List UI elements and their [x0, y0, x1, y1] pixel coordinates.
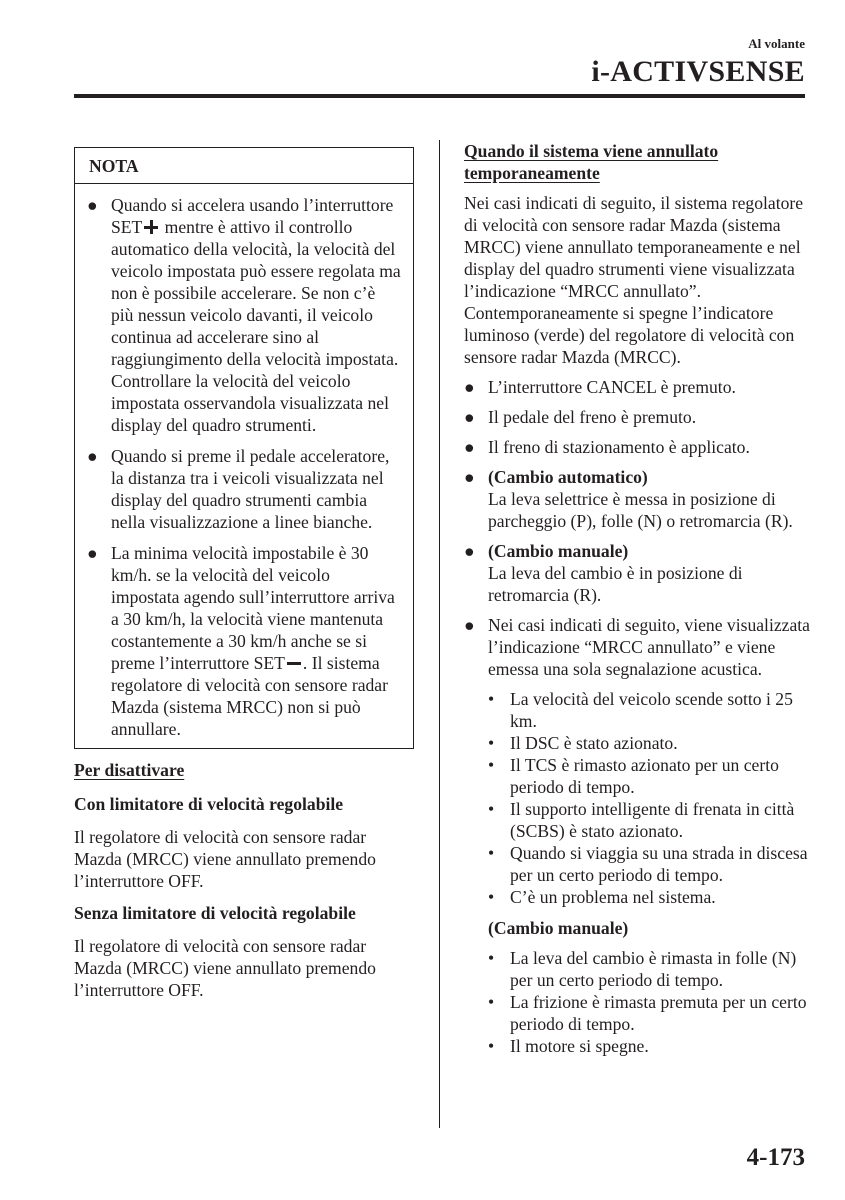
without-limiter-heading: Senza limitatore di velocità regolabile [74, 903, 356, 923]
list-item [464, 406, 810, 428]
sub-item-text: La frizione è rimasta premuta per un certo periodo di tempo. [510, 992, 807, 1034]
bullet-icon: ● [464, 377, 475, 397]
bullet-icon: • [488, 799, 495, 819]
note-item-text: Quando si accelera usando l’interruttore SET [111, 195, 394, 237]
minus-icon [287, 656, 301, 670]
temp-cancel-intro: Nei casi indicati di seguito, il sistema regolatore di velocità con sensore radar Mazda (sistema MRCC) viene annullato temporaneamente e nel display del quadro strumenti viene visualizzata l’indicazione “MRCC annullato”. Contemporaneamente si spegne l’indicatore luminoso (verde) del regolatore di velocità con sensore radar Mazda (MRCC). [464, 193, 804, 367]
header-rule [74, 94, 805, 98]
note-list [75, 184, 413, 748]
bullet-icon: • [488, 1036, 495, 1056]
sub-item-text: Il motore si spegne. [510, 1036, 649, 1056]
bullet-icon: • [488, 755, 495, 775]
note-box [74, 147, 414, 749]
with-limiter-heading: Con limitatore di velocità regolabile [74, 794, 344, 814]
bullet-icon: ● [464, 615, 475, 635]
bullet-icon: • [488, 992, 495, 1012]
list-item-automatic [464, 466, 810, 532]
list-item [464, 376, 810, 398]
sub-list-item [488, 886, 810, 908]
note-item-min-speed [87, 542, 401, 740]
bullet-icon: • [488, 843, 495, 863]
sub-item-text: Il DSC è stato azionato. [510, 733, 678, 753]
note-item-text: . Il sistema regolatore di velocità con sensore radar Mazda (sistema MRCC) non si può annullare. [111, 653, 388, 739]
left-column [74, 147, 414, 1001]
bullet-icon: ● [464, 407, 475, 427]
manual-label: (Cambio manuale) [488, 541, 629, 561]
bullet-icon: ● [464, 541, 475, 561]
temp-cancel-heading-line1: Quando il sistema viene annullato [464, 141, 719, 161]
list-item-manual [464, 540, 810, 606]
sub-item-text: Il TCS è rimasto azionato per un certo periodo di tempo. [510, 755, 779, 797]
sub-list-item [488, 754, 810, 798]
sub-list-item [488, 991, 810, 1035]
note-item-accelerator [87, 445, 401, 533]
section-label: Al volante [748, 36, 805, 51]
temp-cancel-list [464, 376, 810, 1057]
note-item-text: La minima velocità impostabile è 30 km/h. se la velocità del veicolo impostata agendo sull’interruttore arriva a 30 km/h, la velocità viene mantenuta costantemente a 30 km/h anche se si preme l’interruttore SET [111, 543, 395, 673]
sub-item-text: Quando si viaggia su una strada in discesa per un certo periodo di tempo. [510, 843, 808, 885]
page-number: 4-173 [746, 1144, 805, 1171]
list-item [464, 436, 810, 458]
right-column [464, 140, 810, 1057]
bullet-icon: • [488, 733, 495, 753]
sub-list-item [488, 947, 810, 991]
note-item-text: mentre è attivo il controllo automatico della velocità, la velocità del veicolo impostata può essere regolata ma non è possibile accelerare. Se non c’è più nessun veicolo davanti, il veicolo continua ad accelerare sino al raggiungimento della velocità impostata. Controllare la velocità del veicolo impostata osservandola visualizzata nel display del quadro strumenti. [111, 217, 401, 435]
manual-sub-list [488, 947, 810, 1057]
sub-item-text: La velocità del veicolo scende sotto i 25 km. [510, 689, 793, 731]
page-title: i-ACTIVSENSE [591, 55, 805, 88]
column-divider [439, 140, 440, 1128]
warning-text: Nei casi indicati di seguito, viene visualizzata l’indicazione “MRCC annullato” e viene emessa una sola segnalazione acustica. [488, 615, 810, 679]
sub-item-text: Il supporto intelligente di frenata in città (SCBS) è stato azionato. [510, 799, 795, 841]
list-item-text: Il freno di stazionamento è applicato. [488, 437, 750, 457]
manual-text: La leva del cambio è in posizione di retromarcia (R). [488, 563, 743, 605]
list-item-text: L’interruttore CANCEL è premuto. [488, 377, 736, 397]
list-item-warning [464, 614, 810, 1057]
bullet-icon: • [488, 689, 495, 709]
sub-list-item [488, 842, 810, 886]
without-limiter-text: Il regolatore di velocità con sensore radar Mazda (MRCC) viene annullato premendo l’interruttore OFF. [74, 936, 376, 1000]
automatic-text: La leva selettrice è messa in posizione di parcheggio (P), folle (N) o retromarcia (R). [488, 489, 793, 531]
note-item-text: Quando si preme il pedale acceleratore, la distanza tra i veicoli visualizzata nel display del quadro strumenti cambia nella visualizzazione a linee bianche. [111, 446, 390, 532]
warning-sub-list [488, 688, 810, 908]
sub-list-item [488, 798, 810, 842]
temp-cancel-heading [464, 140, 810, 184]
disable-heading: Per disattivare [74, 760, 185, 780]
temp-cancel-heading-line2: temporaneamente [464, 163, 600, 183]
bullet-icon: ● [464, 437, 475, 457]
sub-item-text: La leva del cambio è rimasta in folle (N) per un certo periodo di tempo. [510, 948, 797, 990]
bullet-icon: • [488, 887, 495, 907]
list-item-text: Il pedale del freno è premuto. [488, 407, 697, 427]
sub-list-item [488, 688, 810, 732]
with-limiter-text: Il regolatore di velocità con sensore radar Mazda (MRCC) viene annullato premendo l’interruttore OFF. [74, 827, 376, 891]
note-title: NOTA [75, 148, 413, 184]
bullet-icon: ● [87, 195, 98, 215]
bullet-icon: • [488, 948, 495, 968]
bullet-icon: ● [464, 467, 475, 487]
automatic-label: (Cambio automatico) [488, 467, 648, 487]
plus-icon [144, 220, 158, 234]
manual-sub-label: (Cambio manuale) [488, 918, 629, 938]
bullet-icon: ● [87, 543, 98, 563]
sub-list-item [488, 732, 810, 754]
sub-list-item [488, 1035, 810, 1057]
sub-item-text: C’è un problema nel sistema. [510, 887, 716, 907]
bullet-icon: ● [87, 446, 98, 466]
note-item-set-plus [87, 194, 401, 436]
